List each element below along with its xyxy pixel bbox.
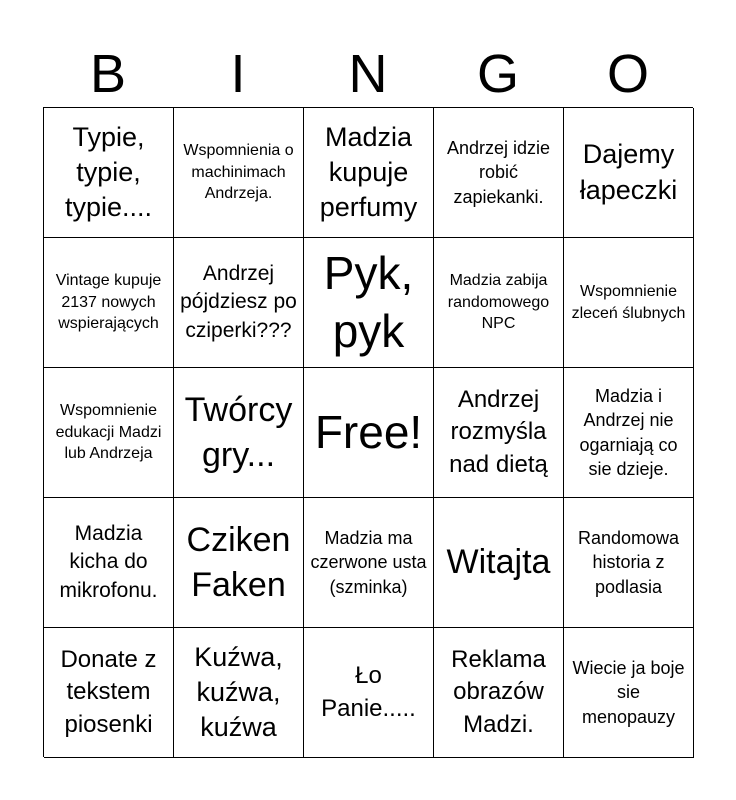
- bingo-cell[interactable]: Ło Panie.....: [304, 628, 434, 758]
- bingo-cell[interactable]: Madzia i Andrzej nie ogarniają co sie dzieje.: [564, 368, 694, 498]
- bingo-cell[interactable]: Wspomnienie edukacji Madzi lub Andrzeja: [44, 368, 174, 498]
- bingo-cell[interactable]: Madzia ma czerwone usta (szminka): [304, 498, 434, 628]
- bingo-cell[interactable]: Andrzej pójdziesz po cziperki???: [174, 238, 304, 368]
- bingo-cell[interactable]: Cziken Faken: [174, 498, 304, 628]
- header-letter-g: G: [476, 44, 519, 104]
- header-letter-n: N: [348, 44, 388, 104]
- bingo-cell[interactable]: Dajemy łapeczki: [564, 108, 694, 238]
- bingo-cell[interactable]: Madzia kupuje perfumy: [304, 108, 434, 238]
- bingo-cell[interactable]: Kuźwa, kuźwa, kuźwa: [174, 628, 304, 758]
- bingo-grid: [43, 107, 693, 757]
- bingo-cell[interactable]: Madzia zabija randomowego NPC: [434, 238, 564, 368]
- bingo-header: [43, 40, 693, 108]
- bingo-cell[interactable]: Andrzej idzie robić zapiekanki.: [434, 108, 564, 238]
- free-cell[interactable]: Free!: [304, 368, 434, 498]
- header-letter-o: O: [606, 44, 649, 104]
- bingo-cell[interactable]: Witajta: [434, 498, 564, 628]
- header-letter-b: B: [89, 44, 127, 104]
- bingo-cell[interactable]: Wspomnienia o machinimach Andrzeja.: [174, 108, 304, 238]
- bingo-cell[interactable]: Wspomnienie zleceń ślubnych: [564, 238, 694, 368]
- bingo-cell[interactable]: Twórcy gry...: [174, 368, 304, 498]
- bingo-cell[interactable]: Vintage kupuje 2137 nowych wspierających: [44, 238, 174, 368]
- bingo-cell[interactable]: Andrzej rozmyśla nad dietą: [434, 368, 564, 498]
- bingo-cell[interactable]: Randomowa historia z podlasia: [564, 498, 694, 628]
- bingo-cell[interactable]: Reklama obrazów Madzi.: [434, 628, 564, 758]
- bingo-cell[interactable]: Pyk, pyk: [304, 238, 434, 368]
- bingo-cell[interactable]: Donate z tekstem piosenki: [44, 628, 174, 758]
- bingo-cell[interactable]: Wiecie ja boje sie menopauzy: [564, 628, 694, 758]
- bingo-cell[interactable]: Madzia kicha do mikrofonu.: [44, 498, 174, 628]
- header-letter-i: I: [230, 44, 246, 104]
- bingo-cell[interactable]: Typie, typie, typie....: [44, 108, 174, 238]
